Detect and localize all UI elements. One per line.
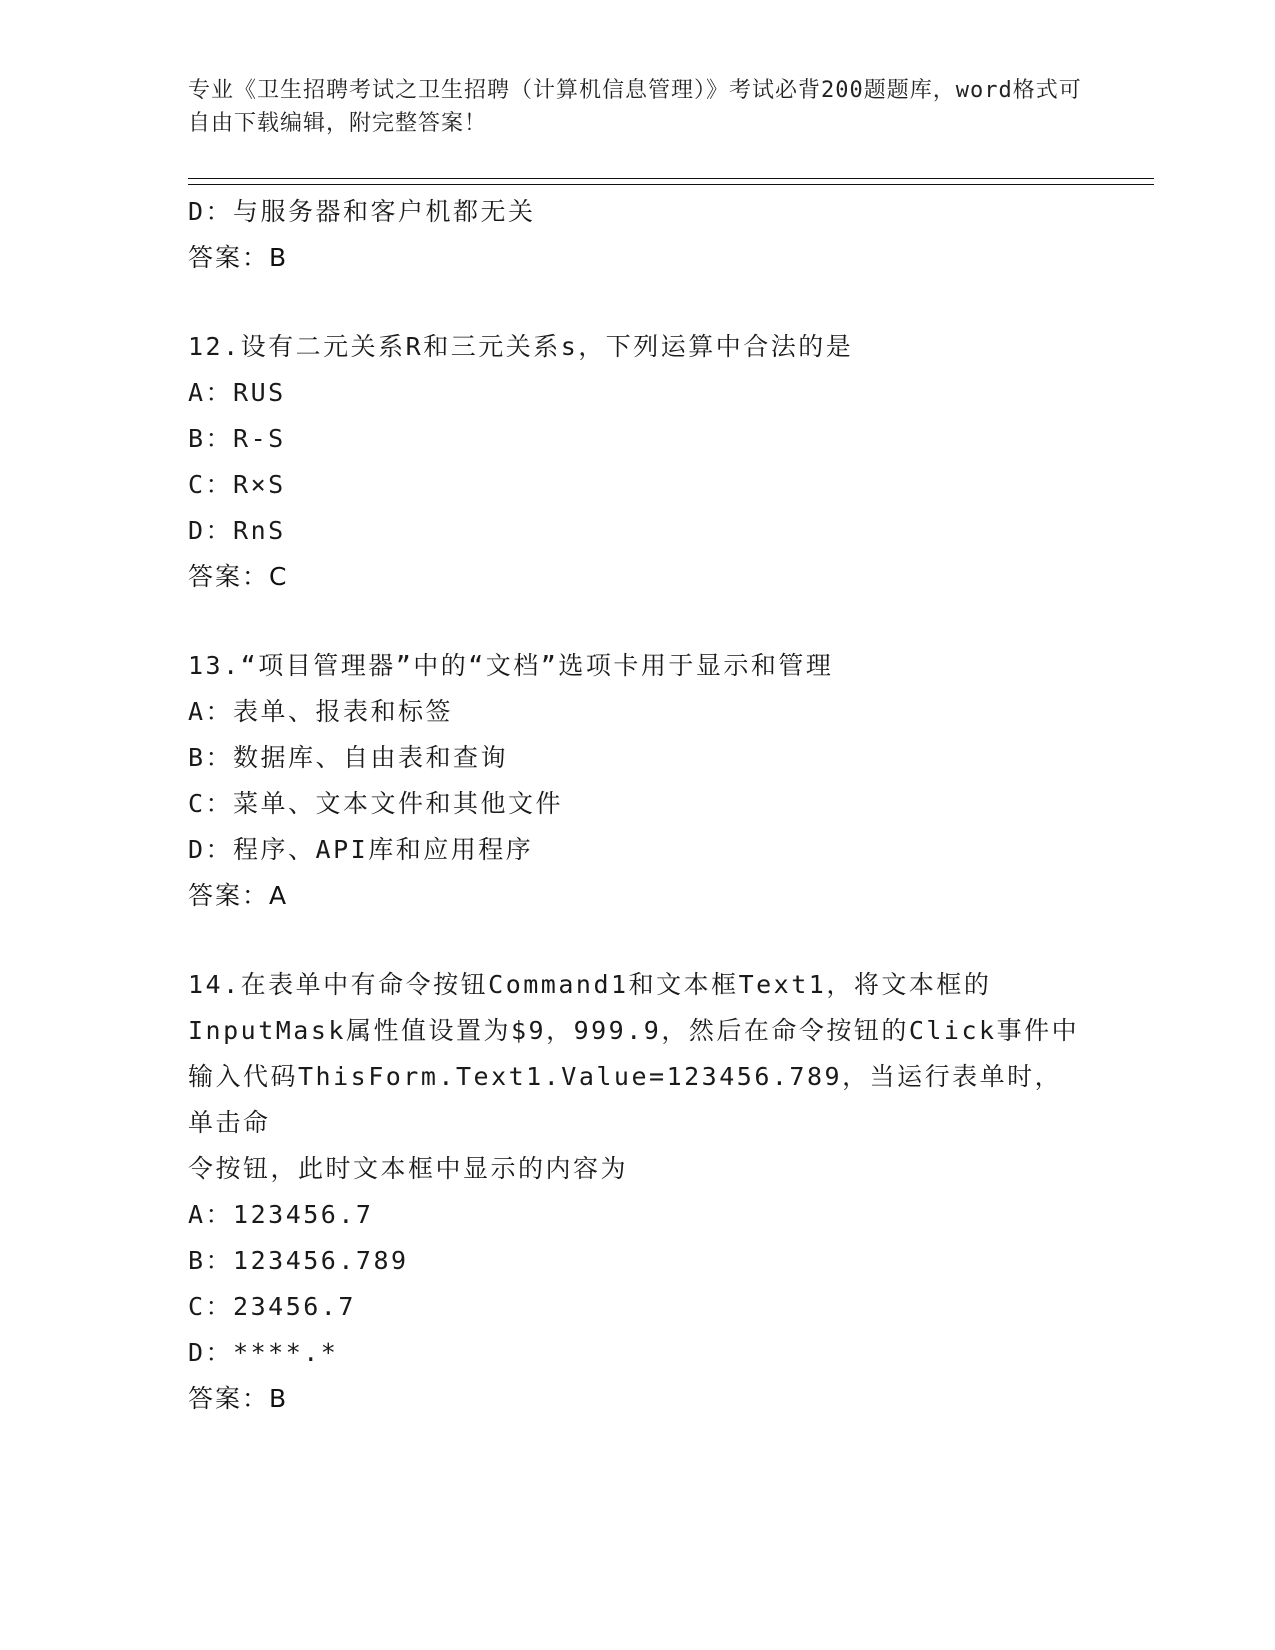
option-d: D：与服务器和客户机都无关 <box>188 197 536 226</box>
answer-line: 答案：A <box>188 881 289 910</box>
option-a: A：RUS <box>188 378 286 407</box>
spacer <box>188 281 1088 324</box>
option-d: D：RnS <box>188 516 286 545</box>
option-b: B：R-S <box>188 424 286 453</box>
option-d: D：****.* <box>188 1338 339 1367</box>
answer-line: 答案：B <box>188 1384 289 1413</box>
question-12 <box>188 324 1088 600</box>
option-a: A：123456.7 <box>188 1200 374 1229</box>
question-stem: 13.“项目管理器”中的“文档”选项卡用于显示和管理 <box>188 651 834 680</box>
option-b: B：数据库、自由表和查询 <box>188 743 509 772</box>
option-c: C：23456.7 <box>188 1292 356 1321</box>
question-14 <box>188 962 1088 1422</box>
question-13 <box>188 643 1088 919</box>
question-stem: 14.在表单中有命令按钮Command1和文本框Text1，将文本框的 InputMask属性值设置为$9，999.9，然后在命令按钮的Click事件中 输入代码ThisForm.Text1.Value=123456.789，当运行表单时，单击命 令按钮，此时文本框中显示的内容为 <box>188 970 1080 1183</box>
answer-line: 答案：C <box>188 562 289 591</box>
option-d: D：程序、API库和应用程序 <box>188 835 534 864</box>
spacer <box>188 600 1088 643</box>
option-c: C：菜单、文本文件和其他文件 <box>188 789 564 818</box>
page-header <box>188 74 1088 140</box>
answer-line: 答案：B <box>188 243 289 272</box>
option-b: B：123456.789 <box>188 1246 409 1275</box>
question-stem: 12.设有二元关系R和三元关系s，下列运算中合法的是 <box>188 332 854 361</box>
question-list <box>188 189 1088 1422</box>
header-divider <box>188 178 1154 185</box>
option-c: C：R×S <box>188 470 286 499</box>
option-a: A：表单、报表和标签 <box>188 697 454 726</box>
spacer <box>188 919 1088 962</box>
previous-question-tail <box>188 189 1088 281</box>
document-title: 专业《卫生招聘考试之卫生招聘（计算机信息管理）》考试必背200题题库，word格式可自由下载编辑，附完整答案！ <box>188 78 1082 136</box>
